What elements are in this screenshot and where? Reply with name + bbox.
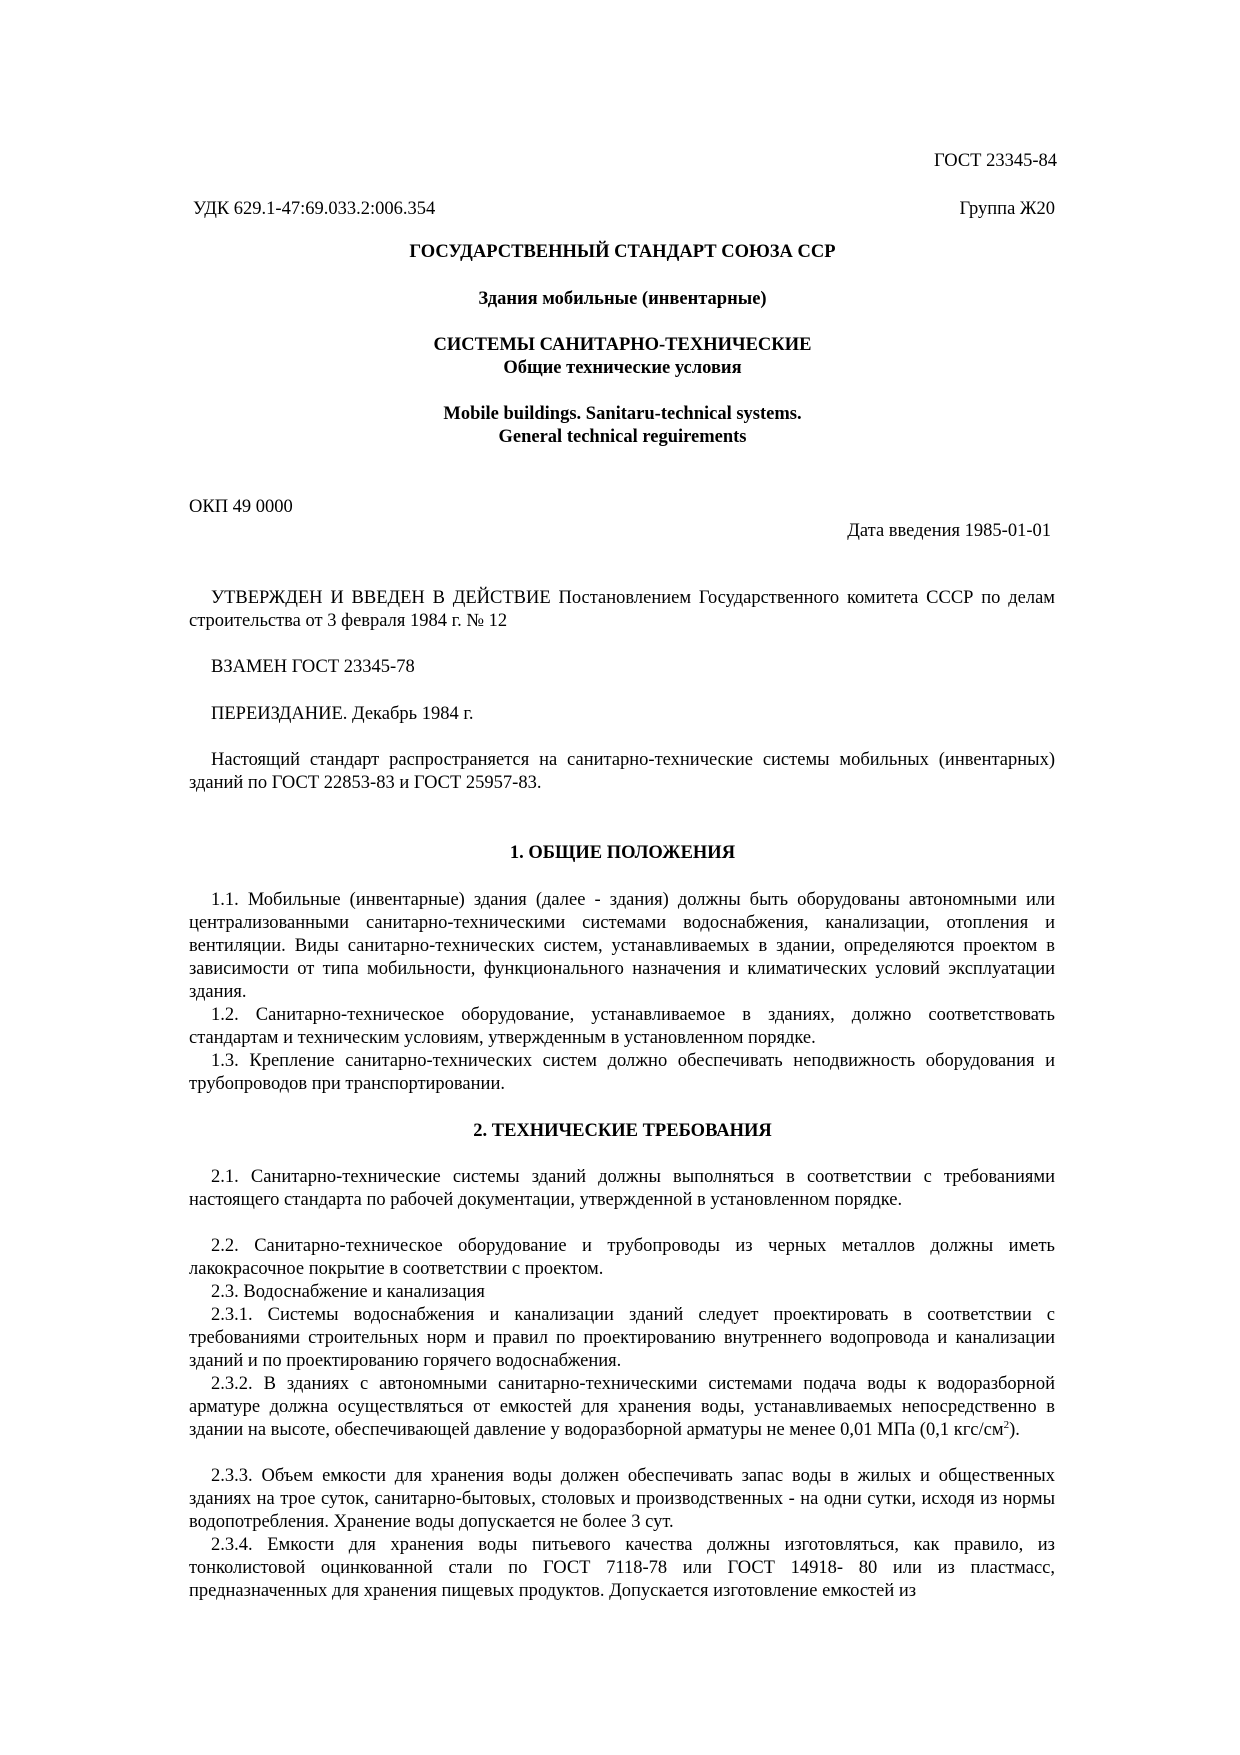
clause-1-3: 1.3. Крепление санитарно-технических систем должно обеспечивать неподвижность оборудования и трубопроводов при транспортировании. [189,1051,1055,1094]
introduction-date: Дата введения 1985-01-01 [847,521,1051,541]
approval-paragraph: УТВЕРЖДЕН И ВВЕДЕН В ДЕЙСТВИЕ Постановлением Государственного комитета СССР по делам строительства от 3 февраля 1984 г. № 12 [189,588,1055,631]
clause-2-3: 2.3. Водоснабжение и канализация [211,1282,485,1302]
subject-title: Здания мобильные (инвентарные) [478,289,767,309]
section-1-heading: 1. ОБЩИЕ ПОЛОЖЕНИЯ [509,843,736,863]
reissue-paragraph: ПЕРЕИЗДАНИЕ. Декабрь 1984 г. [211,704,474,724]
okp-code: ОКП 49 0000 [189,497,293,517]
gost-number: ГОСТ 23345-84 [934,151,1057,171]
clause-2-2: 2.2. Санитарно-техническое оборудование и трубопроводы из черных металлов должны иметь лакокрасочное покрытие в соответствии с проектом. [189,1236,1055,1279]
clause-2-3-3: 2.3.3. Объем емкости для хранения воды должен обеспечивать запас воды в жилых и общественных зданиях на трое суток, санитарно-бытовых, столовых и производственных - на одни сутки, исходя из нормы водопотребления. Хранение воды допускается не более 3 сут. [189,1466,1055,1532]
document-name-ru: СИСТЕМЫ САНИТАРНО-ТЕХНИЧЕСКИЕ [433,335,812,355]
replaces-paragraph: ВЗАМЕН ГОСТ 23345-78 [211,657,415,677]
document-name-en-line2: General technical reguirements [498,427,747,447]
scope-paragraph: Настоящий стандарт распространяется на санитарно-технические системы мобильных (инвентарных) зданий по ГОСТ 22853-83 и ГОСТ 25957-83. [189,750,1055,793]
clause-2-3-2-end: ). [1009,1420,1020,1440]
clause-2-3-2-text: 2.3.2. В зданиях с автономными санитарно-техническими системами подача воды к водоразборной арматуре должна осуществляться от емкостей для хранения воды, устанавливаемых непосредственно в здании на высоте, обеспечивающей давление у водоразборной арматуры не менее 0,01 МПа (0,1 кгс/см [189,1374,1055,1440]
udk-code: УДК 629.1-47:69.033.2:006.354 [193,199,436,219]
clause-2-3-4: 2.3.4. Емкости для хранения воды питьевого качества должны изготовляться, как правило, из тонколистовой оцинкованной стали по ГОСТ 7118-78 или ГОСТ 14918- 80 или из пластмасс, предназначенных для хранения пищевых продуктов. Допускается изготовление емкостей из [189,1535,1055,1601]
standard-title: ГОСУДАРСТВЕННЫЙ СТАНДАРТ СОЮЗА ССР [409,242,836,262]
clause-2-3-1: 2.3.1. Системы водоснабжения и канализации зданий следует проектировать в соответствии с требованиями строительных норм и правил по проектированию внутреннего водопровода и канализации зданий и по проектированию горячего водоснабжения. [189,1305,1055,1371]
document-subtitle-ru: Общие технические условия [503,358,742,378]
document-name-en-line1: Mobile buildings. Sanitaru-technical systems. [443,404,802,424]
section-2-heading: 2. ТЕХНИЧЕСКИЕ ТРЕБОВАНИЯ [473,1121,772,1141]
group-code: Группа Ж20 [959,199,1055,219]
clause-2-3-2 [189,1373,1055,1442]
clause-2-1: 2.1. Санитарно-технические системы зданий должны выполняться в соответствии с требованиями настоящего стандарта по рабочей документации, утвержденной в установленном порядке. [189,1167,1055,1210]
clause-1-2: 1.2. Санитарно-техническое оборудование, устанавливаемое в зданиях, должно соответствовать стандартам и техническим условиям, утвержденным в установленном порядке. [189,1005,1055,1048]
clause-1-1: 1.1. Мобильные (инвентарные) здания (далее - здания) должны быть оборудованы автономными или централизованными санитарно-техническими системами водоснабжения, канализации, отопления и вентиляции. Виды санитарно-технических систем, устанавливаемых в здании, определяются проектом в зависимости от типа мобильности, функционального назначения и климатических условий эксплуатации здания. [189,890,1055,1002]
superscript: 2 [1003,1418,1010,1431]
